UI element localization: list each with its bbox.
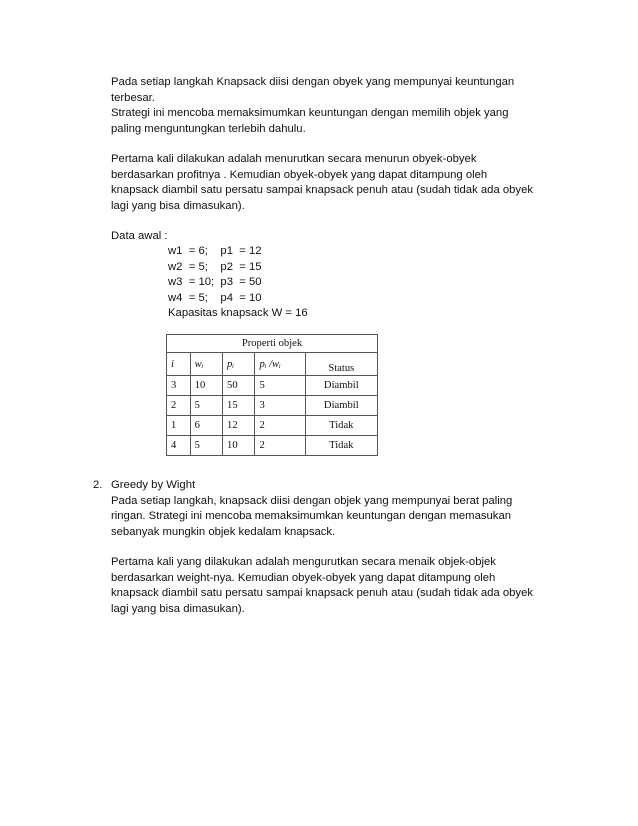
section-2-line: sebanyak mungkin objek kedalam knapsack. (111, 525, 336, 538)
cell-i: 1 (167, 416, 191, 436)
explanation-line: Pertama kali dilakukan adalah menurutkan secara menurun obyek-obyek (111, 153, 477, 165)
section-2-line: Pada setiap langkah, knapsack diisi dengan objek yang mempunyai berat paling (111, 494, 513, 507)
section-2-line: ringan. Strategi ini mencoba memaksimumkan keuntungan dengan memasukan (111, 510, 512, 523)
table-row (167, 396, 378, 416)
table-row (167, 376, 378, 396)
cell-i: 3 (167, 376, 191, 396)
table-row (167, 436, 378, 456)
header-p: pᵢ (223, 353, 255, 376)
section-2-explanation-line: knapsack diambil satu persatu sampai knapsack penuh atau (sudah tidak ada obyek (111, 587, 534, 600)
cell-w: 6 (190, 416, 222, 436)
cell-p: 15 (223, 396, 255, 416)
explanation-line: berdasarkan profitnya . Kemudian obyek-obyek yang dapat ditampung oleh (111, 168, 488, 181)
table-header-row (167, 353, 378, 376)
section-2-title: Greedy by Wight (111, 479, 196, 491)
intro-line: Strategi ini mencoba memaksimumkan keuntungan dengan memilih objek yang (111, 107, 509, 120)
cell-status: Diambil (305, 396, 377, 416)
header-w: wᵢ (190, 353, 222, 376)
cell-ratio: 3 (255, 396, 305, 416)
data-awal-label: Data awal : (111, 230, 168, 242)
cell-p: 10 (223, 436, 255, 456)
explanation-line: lagi yang bisa dimasukan). (111, 199, 245, 212)
cell-ratio: 2 (255, 436, 305, 456)
properti-objek-table (166, 334, 378, 456)
section-2-block (111, 478, 551, 540)
data-awal-item: w1 = 6; p1 = 12 (168, 245, 262, 257)
table-caption: Properti objek (167, 335, 378, 353)
cell-status: Tidak (305, 416, 377, 436)
intro-line: terbesar. (111, 91, 155, 104)
section-2-number: 2. (93, 479, 103, 491)
header-ratio: pᵢ /wᵢ (255, 353, 305, 376)
explanation-paragraph (111, 152, 551, 214)
data-awal-list (168, 244, 308, 322)
explanation-line: knapsack diambil satu persatu sampai knapsack penuh atau (sudah tidak ada obyek (111, 184, 534, 197)
section-2-explanation-line: berdasarkan weight-nya. Kemudian obyek-obyek yang dapat ditampung oleh (111, 571, 496, 584)
data-awal-item: w4 = 5; p4 = 10 (168, 291, 262, 304)
intro-paragraph (111, 75, 551, 137)
header-status: Status (305, 353, 377, 376)
table-row (167, 416, 378, 436)
cell-status: Diambil (305, 376, 377, 396)
data-awal-item: w2 = 5; p2 = 15 (168, 260, 262, 273)
intro-line: Pada setiap langkah Knapsack diisi dengan obyek yang mempunyai keuntungan (111, 76, 515, 88)
section-2-explanation (111, 555, 551, 617)
cell-p: 50 (223, 376, 255, 396)
cell-status: Tidak (305, 436, 377, 456)
cell-ratio: 2 (255, 416, 305, 436)
cell-w: 5 (190, 396, 222, 416)
cell-p: 12 (223, 416, 255, 436)
header-i: i (167, 353, 191, 376)
section-2-explanation-line: lagi yang bisa dimasukan). (111, 602, 245, 615)
data-awal-item: w3 = 10; p3 = 50 (168, 276, 262, 289)
section-2-explanation-line: Pertama kali yang dilakukan adalah mengurutkan secara menaik objek-objek (111, 556, 496, 568)
cell-w: 10 (190, 376, 222, 396)
intro-line: paling menguntungkan terlebih dahulu. (111, 122, 306, 135)
cell-i: 4 (167, 436, 191, 456)
cell-ratio: 5 (255, 376, 305, 396)
cell-w: 5 (190, 436, 222, 456)
cell-i: 2 (167, 396, 191, 416)
capacity-item: Kapasitas knapsack W = 16 (168, 307, 308, 320)
